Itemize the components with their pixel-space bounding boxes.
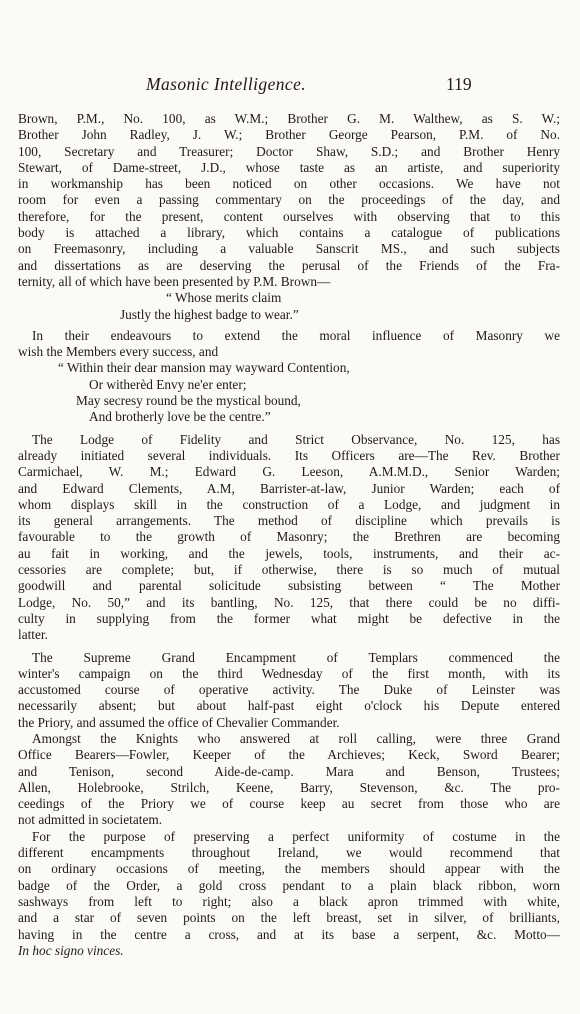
text-line: and dissertations as are deserving the perusal of the Friends of the Fra- [18,257,560,273]
text-line: not admitted in societatem. [18,812,163,828]
text-line: Amongst the Knights who answered at roll calling, were three Grand [32,730,560,746]
text-line: Carmichael, W. M.; Edward G. Leeson, A.M.M.D., Senior Warden; [18,464,560,480]
text-line: The Supreme Grand Encampment of Templars commenced the [32,649,560,665]
text-line: Stewart, of Dame-street, J.D., whose taste as an artiste, and superiority [18,159,560,175]
text-line: ternity, all of which have been presented by P.M. Brown— [18,273,331,289]
running-header [0,74,580,98]
verse-line: “ Whose merits claim [166,290,282,306]
text-line: on ordinary occasions of meeting, the members should appear with the [18,861,560,877]
text-line: body is attached a library, which contains a catalogue of publications [18,225,560,241]
verse-line: Justly the highest badge to wear.” [120,306,299,322]
text-line: in workmanship has been noticed on other occasions. We have not [18,176,560,192]
text-line: room for even a passing commentary on the proceedings of the day, and [18,192,560,208]
text-line: 100, Secretary and Treasurer; Doctor Shaw, S.D.; and Brother Henry [18,143,560,159]
text-line: ceedings of the Priory we of course keep au secret from those who are [18,796,560,812]
text-line: cessories are complete; but, if otherwise, there is so much of mutual [18,562,560,578]
verse-line: Or witherèd Envy ne'er enter; [89,376,247,392]
text-line: Brother John Radley, J. W.; Brother George Pearson, P.M. of No. [18,127,560,143]
text-line: au fait in working, and the jewels, tools, instruments, and their ac- [18,545,560,561]
text-line: necessarily absent; but about half-past eight o'clock his Depute entered [18,698,560,714]
text-line: latter. [18,627,48,643]
paragraph-lodge-of-fidelity [18,432,560,644]
text-line: on Freemasonry, including a valuable Sanscrit MS., and such subjects [18,241,560,257]
text-line: goodwill and parental solicitude subsisting between “ The Mother [18,578,560,594]
text-line: and Edward Clements, A.M, Barrister-at-law, Junior Warden; each of [18,480,560,496]
paragraph-endeavours [18,328,560,361]
text-line: sashways from left to right; also a black apron trimmed with white, [18,893,560,909]
paragraph-supreme-grand-encampment [18,650,560,731]
text-line: In their endeavours to extend the moral influence of Masonry we [32,327,560,343]
verse-line: “ Within their dear mansion may wayward Contention, [58,360,350,376]
text-line-motto: In hoc signo vinces. [18,942,124,958]
running-title: Masonic Intelligence. [146,74,307,94]
text-line: different encampments throughout Ireland, we would recommend that [18,845,560,861]
text-line: favourable to the growth of Masonry; the Brethren are becoming [18,529,560,545]
text-line: culty in supplying from the former what might be defective in the [18,610,560,626]
paragraph-knights-roll-call [18,731,560,829]
text-line: whom displays skill in the construction of a Lodge, and judgment in [18,496,560,512]
paragraph-costume-uniformity [18,829,560,959]
text-line: Lodge, No. 50,” and its bantling, No. 125, that there could be no diffi- [18,594,560,610]
page-body [18,111,560,959]
page-number: 119 [446,74,472,94]
text-line: For the purpose of preserving a perfect uniformity of costume in the [32,828,560,844]
verse-quote-merits [18,290,560,323]
text-line: Office Bearers—Fowler, Keeper of the Archieves; Keck, Sword Bearer; [18,747,560,763]
verse-line: And brotherly love be the centre.” [89,409,271,425]
text-line: and Tenison, second Aide-de-camp. Mara and Benson, Trustees; [18,763,560,779]
text-line: already initiated several individuals. Its Officers are—The Rev. Brother [18,447,560,463]
text-line: The Lodge of Fidelity and Strict Observance, No. 125, has [32,431,560,447]
text-line: and a star of seven points on the left breast, set in silver, of brilliants, [18,910,560,926]
text-line: accustomed course of operative activity. The Duke of Leinster was [18,682,560,698]
verse-line: May secresy round be the mystical bound, [76,393,301,409]
text-line: its general arrangements. The method of discipline which prevails is [18,513,560,529]
text-line: the Priory, and assumed the office of Chevalier Commander. [18,714,340,730]
paragraph-lodge-officers [18,111,560,290]
text-line: therefore, for the present, content ourselves with observing that to this [18,208,560,224]
verse-quote-mansion [18,360,560,425]
text-line: Allen, Holebrooke, Strilch, Keene, Barry, Stevenson, &c. The pro- [18,779,560,795]
text-line: having in the centre a cross, and at its base a serpent, &c. Motto— [18,926,560,942]
text-line: badge of the Order, a gold cross pendant to a plain black ribbon, worn [18,877,560,893]
text-line: wish the Members every success, and [18,344,219,360]
text-line: Brown, P.M., No. 100, as W.M.; Brother G. M. Walthew, as S. W.; [18,111,560,126]
text-line: winter's campaign on the third Wednesday of the first month, with its [18,665,560,681]
